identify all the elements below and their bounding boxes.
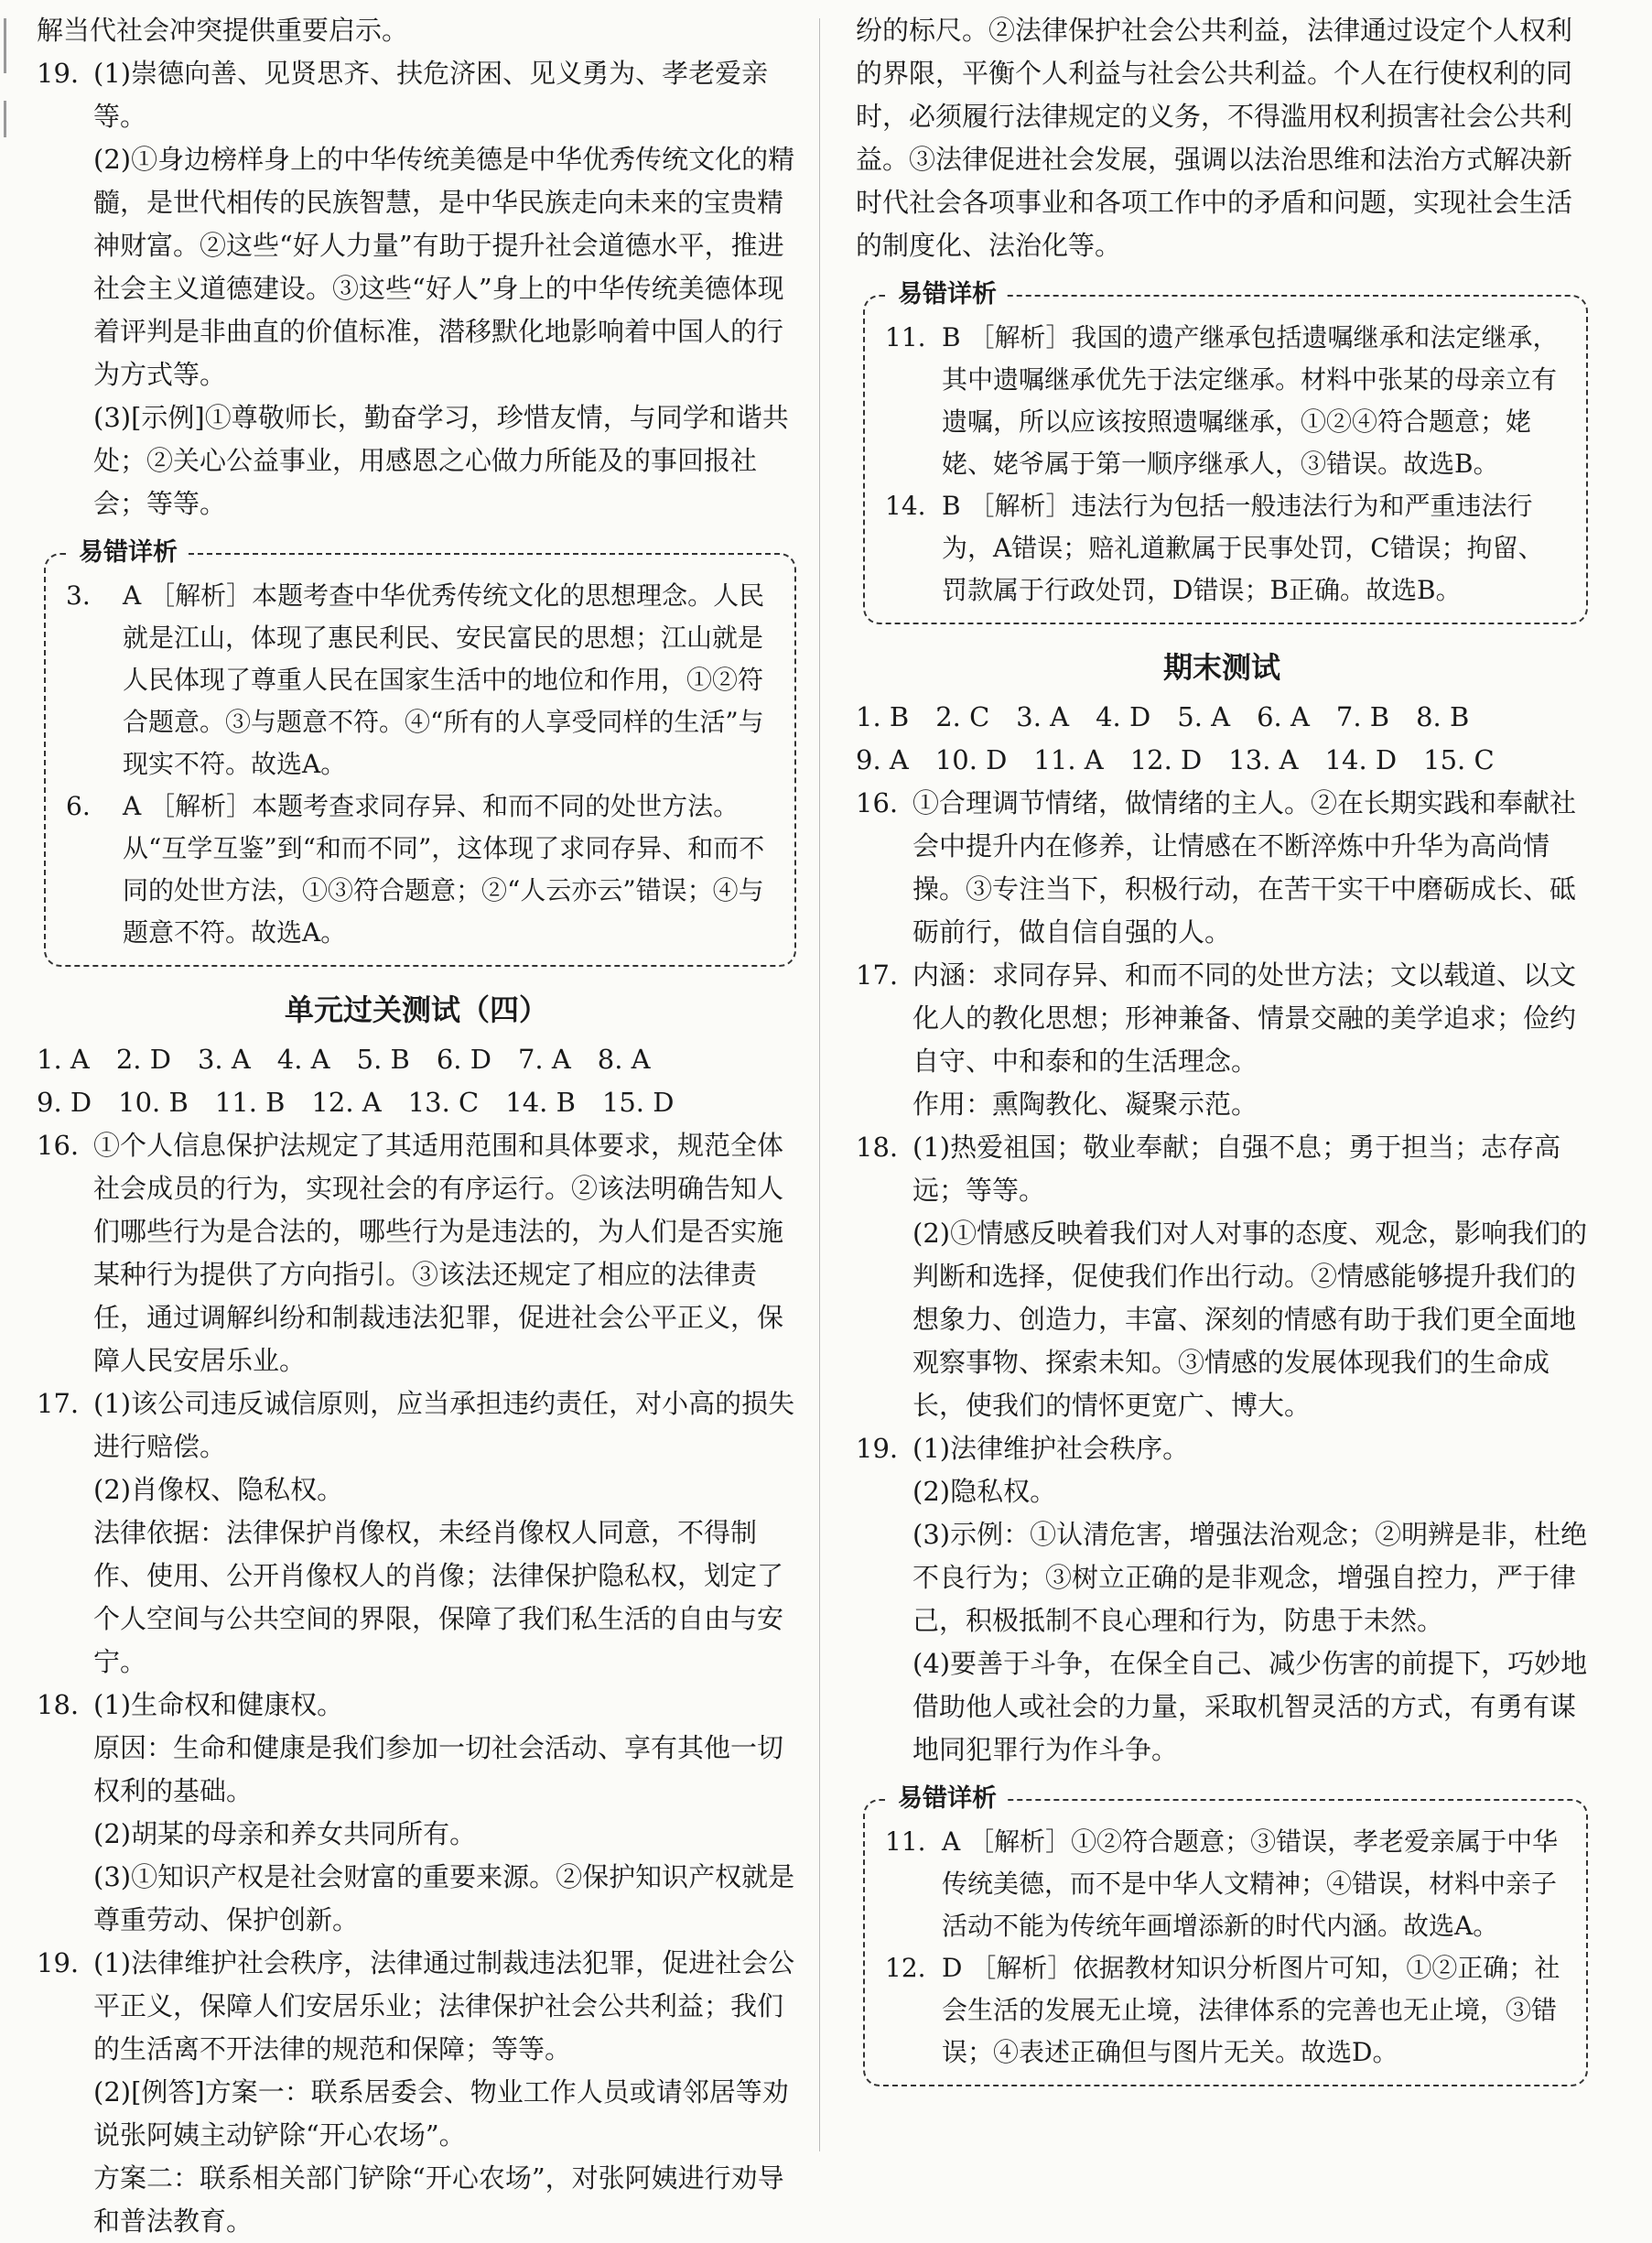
- final-test-title: 期末测试: [1162, 650, 1280, 685]
- binding-edge-mark: [4, 18, 6, 73]
- column-divider: [819, 18, 820, 2151]
- binding-edge-mark: [4, 101, 6, 137]
- question-16: 16. ①合理调节情绪，做情绪的主人。②在长期实践和奉献社会中提升内在修养，让情感在不断淬炼中升华为高尚情操。③专注当下，积极行动，在苦干实干中磨砺成长、砥砺前行，做自信自强的人。: [856, 787, 1577, 948]
- box-title: 易错详析: [889, 1782, 1006, 1815]
- unit-test-title: 单元过关测试（四）: [284, 992, 548, 1027]
- choice-answers: 1. B 2. C 3. A 4. D 5. A 6. A 7. B 8. B 9. A 10. D 11. A 12. D 13. A 14. D 15. C: [856, 701, 1495, 775]
- question-17: 17. (1)该公司违反诚信原则，应当承担违约责任，对小高的损失进行赔偿。 (2)肖像权、隐私权。 法律依据：法律保护肖像权，未经肖像权人同意，不得制作、使用、公开肖像权人的肖像；法律保护隐私权，划定了个人空间与公共空间的界限，保障了我们私生活的自由与安宁。: [37, 1388, 795, 1677]
- question-18: 18. (1)热爱祖国；敬业奉献；自强不息；勇于担当；志存高远；等等。 (2)①情感反映着我们对人对事的态度、观念，影响我们的判断和选择，促使我们作出行动。②情感能够提升我们的想象力、创造力，丰富、深刻的情感有助于我们更全面地观察事物、探索未知。③情感的发展体现我们的生命成长，使我们的情怀更宽广、博大。: [856, 1132, 1588, 1421]
- choice-answers: 1. A 2. D 3. A 4. A 5. B 6. D 7. A 8. A 9. D 10. B 11. B 12. A 13. C 14. B 15. D: [37, 1044, 675, 1118]
- right-column: [856, 9, 1588, 2108]
- question-17: 17. 内涵：求同存异、和而不同的处世方法；文以载道、以文化人的教化思想；形神兼备、情景交融的美学追求；俭约自守、中和泰和的生活理念。 作用：熏陶教化、凝聚示范。: [856, 959, 1577, 1120]
- question-16: 16. ①个人信息保护法规定了其适用范围和具体要求，规范全体社会成员的行为，实现社会的有序运行。②该法明确告知人们哪些行为是合法的，哪些行为是违法的，为人们是否实施某种行为提供了方向指引。③该法还规定了相应的法律责任，通过调解纠纷和制裁违法犯罪，促进社会公平正义，保障人民安居乐业。: [37, 1130, 784, 1376]
- box-title: 易错详析: [889, 278, 1006, 311]
- question-19: 19. (1)法律维护社会秩序。 (2)隐私权。 (3)示例：①认清危害，增强法治观念；②明辨是非，杜绝不良行为；③树立正确的是非观念，增强自控力，严于律己，积极抵制不良心理和行为，防患于未然。 (4)要善于斗争，在保全自己、减少伤害的前提下，巧妙地借助他人或社会的力量，采取机智灵活的方式，有勇有谋地同犯罪行为作斗争。: [856, 1433, 1588, 1765]
- error-analysis-box: [863, 280, 1588, 624]
- question-18: 18. (1)生命权和健康权。 原因：生命和健康是我们参加一切社会活动、享有其他一切权利的基础。 (2)胡某的母亲和养女共同所有。 (3)①知识产权是社会财富的重要来源。②保护知识产权就是尊重劳动、保护创新。: [37, 1689, 795, 1935]
- analysis-item: 6. A ［解析］本题考查求同存异、和而不同的处世方法。从“互学互鉴”到“和而不同”，这体现了求同存异、和而不同的处世方法，①③符合题意；②“人云亦云”错误；④与题意不符。故选A。: [66, 791, 765, 948]
- analysis-item: 12. D ［解析］依据教材知识分析图片可知，①②正确；社会生活的发展无止境，法律体系的完善也无止境，③错误；④表述正确但与图片无关。故选D。: [885, 1953, 1560, 2067]
- error-analysis-box: [863, 1784, 1588, 2086]
- left-intro: 解当代社会冲突提供重要启示。: [37, 15, 409, 46]
- analysis-item: 11. B ［解析］我国的遗产继承包括遗嘱继承和法定继承，其中遗嘱继承优先于法定继承。材料中张某的母亲立有遗嘱，所以应该按照遗嘱继承，①②④符合题意；姥姥、姥爷属于第一顺序继承人，③错误。故选B。: [885, 322, 1559, 479]
- right-intro: 纷的标尺。②法律保护社会公共利益，法律通过设定个人权利的界限，平衡个人利益与社会公共利益。个人在行使权利的同时，必须履行法律规定的义务，不得滥用权利损害社会公共利益。③法律促进社会发展，强调以法治思维和法治方式解决新时代社会各项事业和各项工作中的矛盾和问题，实现社会生活的制度化、法治化等。: [856, 15, 1573, 261]
- error-analysis-box: [44, 538, 796, 967]
- question-19b: 19. (1)法律维护社会秩序，法律通过制裁违法犯罪，促进社会公平正义，保障人们安居乐业；法律保护社会公共利益；我们的生活离不开法律的规范和保障；等等。 (2)[例答]方案一：联系居委会、物业工作人员或请邻居等劝说张阿姨主动铲除“开心农场”。 方案二：联系相关部门铲除“开心农场”，对张阿姨进行劝导和普法教育。: [37, 1947, 795, 2237]
- left-column: [37, 9, 796, 2243]
- question-19: 19. (1)崇德向善、见贤思齐、扶危济困、见义勇为、孝老爱亲等。 (2)①身边榜样身上的中华传统美德是中华优秀传统文化的精髓，是世代相传的民族智慧，是中华民族走向未来的宝贵精神财富。②这些“好人力量”有助于提升社会道德水平，推进社会主义道德建设。③这些“好人”身上的中华传统美德体现着评判是非曲直的价值标准，潜移默化地影响着中国人的行为方式等。 (3)[示例]①尊敬师长，勤奋学习，珍惜友情，与同学和谐共处；②关心公益事业，用感恩之心做力所能及的事回报社会；等等。: [37, 58, 795, 519]
- analysis-item: 11. A ［解析］①②符合题意；③错误，孝老爱亲属于中华传统美德，而不是中华人文精神；④错误，材料中亲子活动不能为传统年画增添新的时代内涵。故选A。: [885, 1826, 1559, 1941]
- analysis-item: 3. A ［解析］本题考查中华优秀传统文化的思想理念。人民就是江山，体现了惠民利民、安民富民的思想；江山就是人民体现了尊重人民在国家生活中的地位和作用，①②符合题意。③与题意不符。④“所有的人享受同样的生活”与现实不符。故选A。: [66, 580, 765, 779]
- box-title: 易错详析: [70, 536, 187, 569]
- analysis-item: 14. B ［解析］违法行为包括一般违法行为和严重违法行为，A错误；赔礼道歉属于民事处罚，C错误；拘留、罚款属于行政处罚，D错误；B正确。故选B。: [885, 491, 1544, 605]
